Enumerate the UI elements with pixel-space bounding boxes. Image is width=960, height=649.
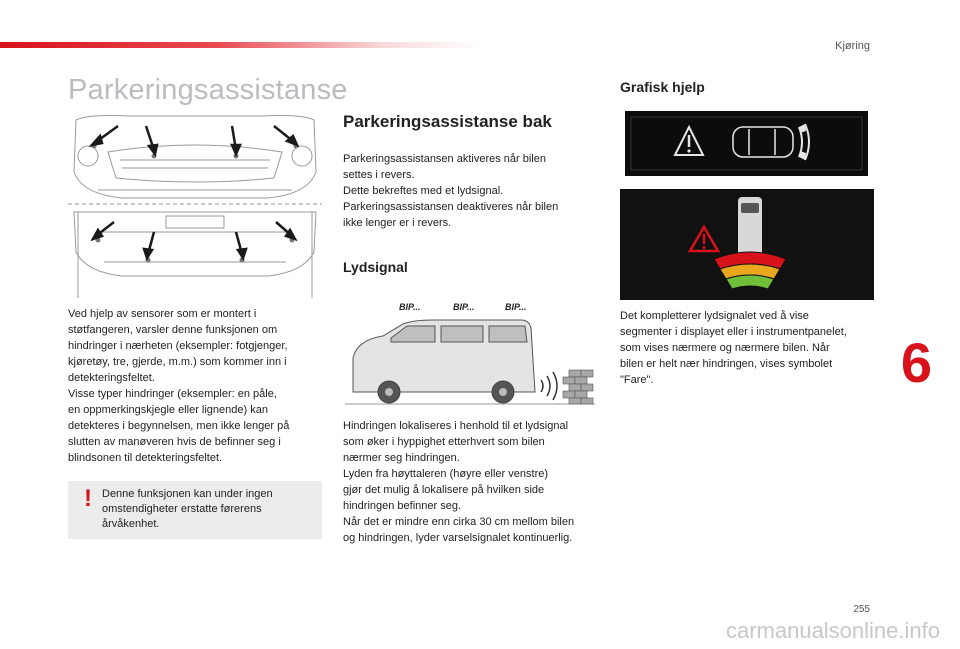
text-line: hindringen befinner seg. [343,500,462,512]
chapter-number: 6 [900,331,932,394]
warning-box [68,481,322,539]
text-line: som vises nærmere og nærmere bilen. Når [620,342,830,354]
section-label: Kjøring [835,40,870,52]
bip-label: BIP... [505,302,527,312]
header-red-bar [0,42,480,48]
bip-label: BIP... [399,302,421,312]
text-line: "Fare". [620,374,654,386]
text-line: Denne funksjonen kan under ingen [102,488,273,500]
text-line: segmenter i displayet eller i instrumentpanelet, [620,326,847,338]
watermark-text: carmanualsonline.info [725,618,940,643]
text-line: og hindringen, lyder varselsignalet kontinuerlig. [343,532,573,544]
sound-paragraph [343,418,574,546]
page-number: 255 [853,604,870,615]
text-line: settes i revers. [343,169,415,181]
text-line: slutten av manøveren hvis de befinner seg i [68,436,281,448]
activation-paragraph [343,151,558,231]
text-line: nærmer seg hindringen. [343,452,460,464]
vehicle-top-view-icon [738,197,762,259]
text-line: hindringer i nærheten (eksempler: fotgjenger, [68,340,288,352]
text-line: gjør det mulig å lokalisere på hvilken side [343,484,545,496]
bumper-sensors-illustration [68,112,322,300]
text-line: årvåkenhet. [102,518,160,530]
text-line: Ved hjelp av sensorer som er montert i [68,308,257,320]
text-line: støtfangeren, varsler denne funksjonen om [68,324,278,336]
parking-sensor-display [620,189,874,300]
graphic-help-paragraph [620,308,847,388]
text-line: en oppmerkingskjegle eller lignende) kan [68,404,268,416]
text-line: omstendigheter erstatte førerens [102,503,262,515]
graphic-help-heading: Grafisk hjelp [620,79,705,95]
text-line: detekteringsfeltet. [68,372,155,384]
text-line: Parkeringsassistansen aktiveres når bilen [343,153,546,165]
page-title: Parkeringsassistanse [68,74,348,106]
van-sound-illustration [343,296,597,412]
text-line: Dette bekreftes med et lydsignal. [343,185,504,197]
sound-heading: Lydsignal [343,259,408,275]
text-line: Hindringen lokaliseres i henhold til et lydsignal [343,420,569,432]
text-line: Visse typer hindringer (eksempler: en påle, [68,388,277,400]
text-line: blindsonen til detekteringsfeltet. [68,452,223,464]
text-line: ikke lenger er i revers. [343,217,452,229]
text-line: kjøretøy, tre, gjerde, m.m.) som kommer inn i [68,356,287,368]
text-line: Det kompletterer lydsignalet ved å vise [620,310,809,322]
section-heading: Parkeringsassistanse bak [343,112,552,131]
text-line: Parkeringsassistansen deaktiveres når bilen [343,201,559,213]
text-line: Lyden fra høyttaleren (høyre eller venstre) [343,468,549,480]
text-line: som øker i hyppighet etterhvert som bilen [343,436,545,448]
bip-label: BIP... [453,302,475,312]
text-line: bilen er helt nær hindringen, vises symbolet [620,358,833,370]
intro-paragraph [68,306,289,466]
warning-text [102,487,273,532]
warning-icon: ! [84,485,92,512]
text-line: detekteres i begynnelsen, men ikke lenger på [68,420,290,432]
text-line: Når det er mindre enn cirka 30 cm mellom bilen [343,516,575,528]
dashboard-display-graphic [625,111,868,176]
